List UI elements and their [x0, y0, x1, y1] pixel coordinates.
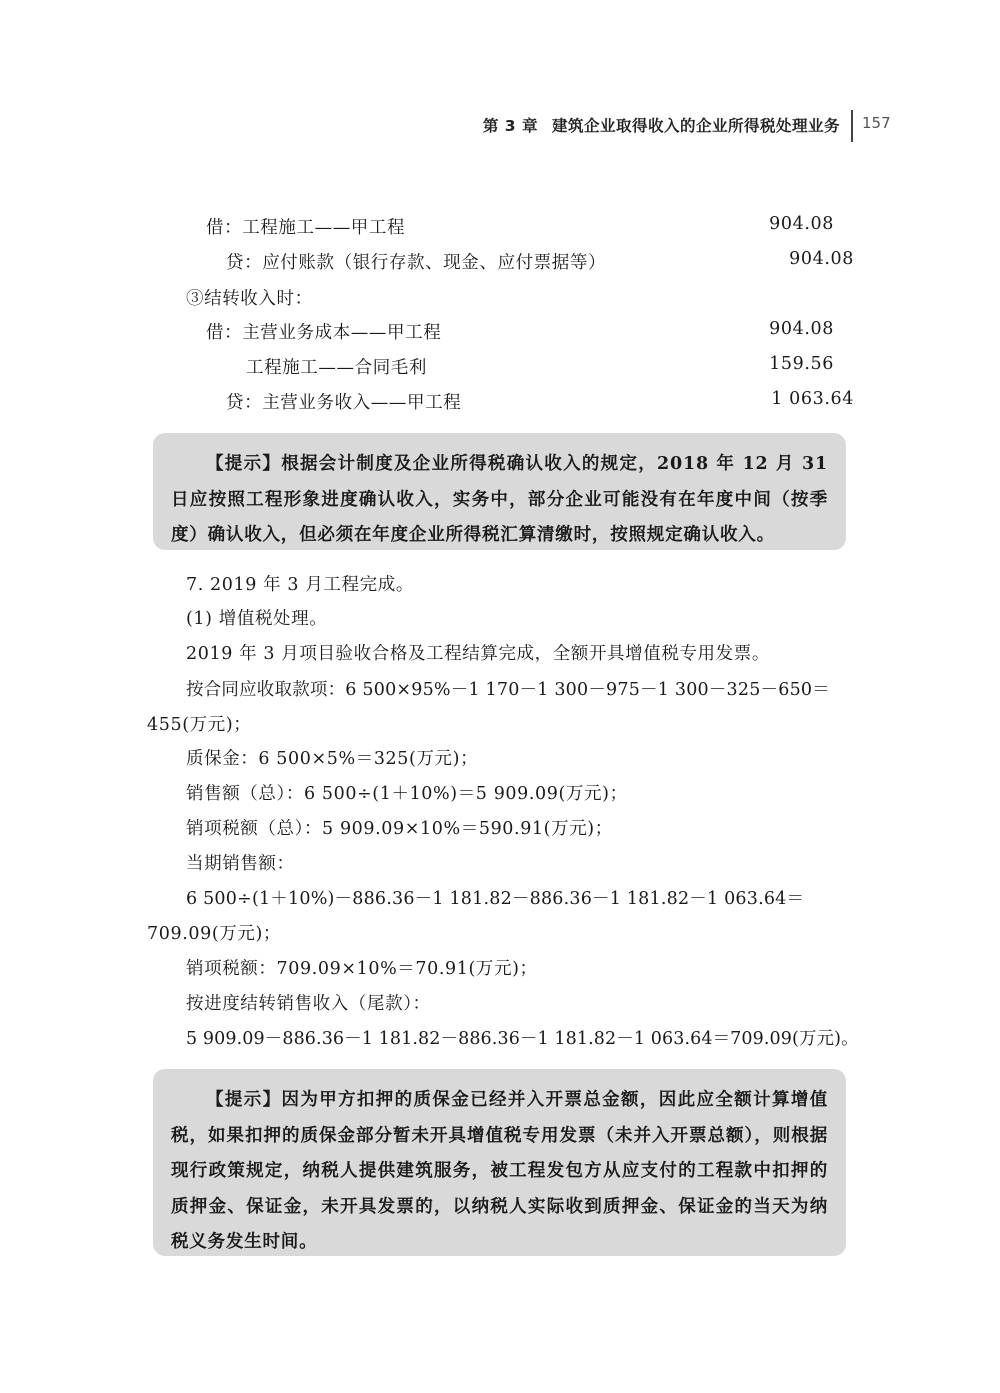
formula-output-tax: 销项税额：709.09×10%＝70.91(万元)；: [186, 959, 538, 979]
formula-warranty: 质保金：6 500×5%＝325(万元)；: [186, 749, 479, 769]
formula-receivable-result: 455(万元)；: [147, 715, 252, 735]
entry-debit-construction: 借：工程施工——甲工程: [206, 218, 406, 238]
formula-current-sales: 6 500÷(1＋10%)－886.36－1 181.82－886.36－1 181.82－1 063.64＝: [186, 889, 805, 909]
header-divider: [851, 110, 853, 142]
tip-box-warranty-vat: [153, 1069, 846, 1256]
tip-body: 根据会计制度及企业所得税确认收入的规定，2018 年 12 月 31 日应按照工程形象进度确认收入，实务中，部分企业可能没有在年度中间（按季度）确认收入，但必须在年度企业所得税汇算清缴时，按照规定确认收入。: [171, 454, 829, 545]
entry-credit-payable-amount: 904.08: [789, 249, 854, 269]
entry-credit-revenue: 贷：主营业务收入——甲工程: [226, 393, 462, 413]
current-sales-label: 当期销售额：: [186, 854, 295, 874]
entry-debit-gross-margin: 工程施工——合同毛利: [246, 358, 427, 378]
tip-box-revenue-recognition: [153, 433, 846, 550]
chapter-title: [483, 114, 840, 136]
entry-debit-gross-margin-amount: 159.56: [769, 354, 834, 374]
tip-label: 【提示】: [206, 1090, 282, 1110]
entry-debit-cost-amount: 904.08: [769, 319, 834, 339]
entry-debit-cost: 借：主营业务成本——甲工程: [206, 323, 442, 343]
vat-subheading: (1) 增值税处理。: [186, 609, 328, 629]
formula-current-sales-result: 709.09(万元)；: [147, 924, 281, 944]
tip-text: [171, 1083, 828, 1261]
step-transfer-revenue: ③结转收入时：: [186, 289, 313, 309]
tip-text: [171, 447, 828, 554]
entry-debit-construction-amount: 904.08: [769, 214, 834, 234]
chapter-number: 第 3 章: [482, 117, 538, 135]
entry-credit-revenue-amount: 1 063.64: [771, 389, 854, 409]
progress-revenue-label: 按进度结转销售收入（尾款）：: [186, 994, 431, 1014]
tip-label: 【提示】: [206, 454, 282, 474]
page-header: [0, 110, 1000, 144]
formula-total-sales: 销售额（总）：6 500÷(1＋10%)＝5 909.09(万元)；: [186, 784, 628, 804]
paragraph-invoice: 2019 年 3 月项目验收合格及工程结算完成，全额开具增值税专用发票。: [186, 644, 770, 664]
chapter-name: 建筑企业取得收入的企业所得税处理业务: [551, 117, 840, 135]
formula-receivable: 按合同应收取款项：6 500×95%－1 170－1 300－975－1 300－325－650＝: [186, 680, 830, 700]
section-7-heading: 7. 2019 年 3 月工程完成。: [186, 575, 414, 595]
formula-output-tax-total: 销项税额（总）：5 909.09×10%＝590.91(万元)；: [186, 819, 613, 839]
entry-credit-payable: 贷：应付账款（银行存款、现金、应付票据等）: [226, 253, 607, 273]
tip-body: 因为甲方扣押的质保金已经并入开票总金额，因此应全额计算增值税，如果扣押的质保金部分暂未开具增值税专用发票（未并入开票总额），则根据现行政策规定，纳税人提供建筑服务，被工程发包方从应支付的工程款中扣押的质押金、保证金，未开具发票的，以纳税人实际收到质押金、保证金的当天为纳税义务发生时间。: [171, 1090, 828, 1252]
page-number: 157: [862, 114, 891, 132]
formula-progress-revenue: 5 909.09－886.36－1 181.82－886.36－1 181.82－1 063.64＝709.09(万元)。: [186, 1029, 859, 1049]
